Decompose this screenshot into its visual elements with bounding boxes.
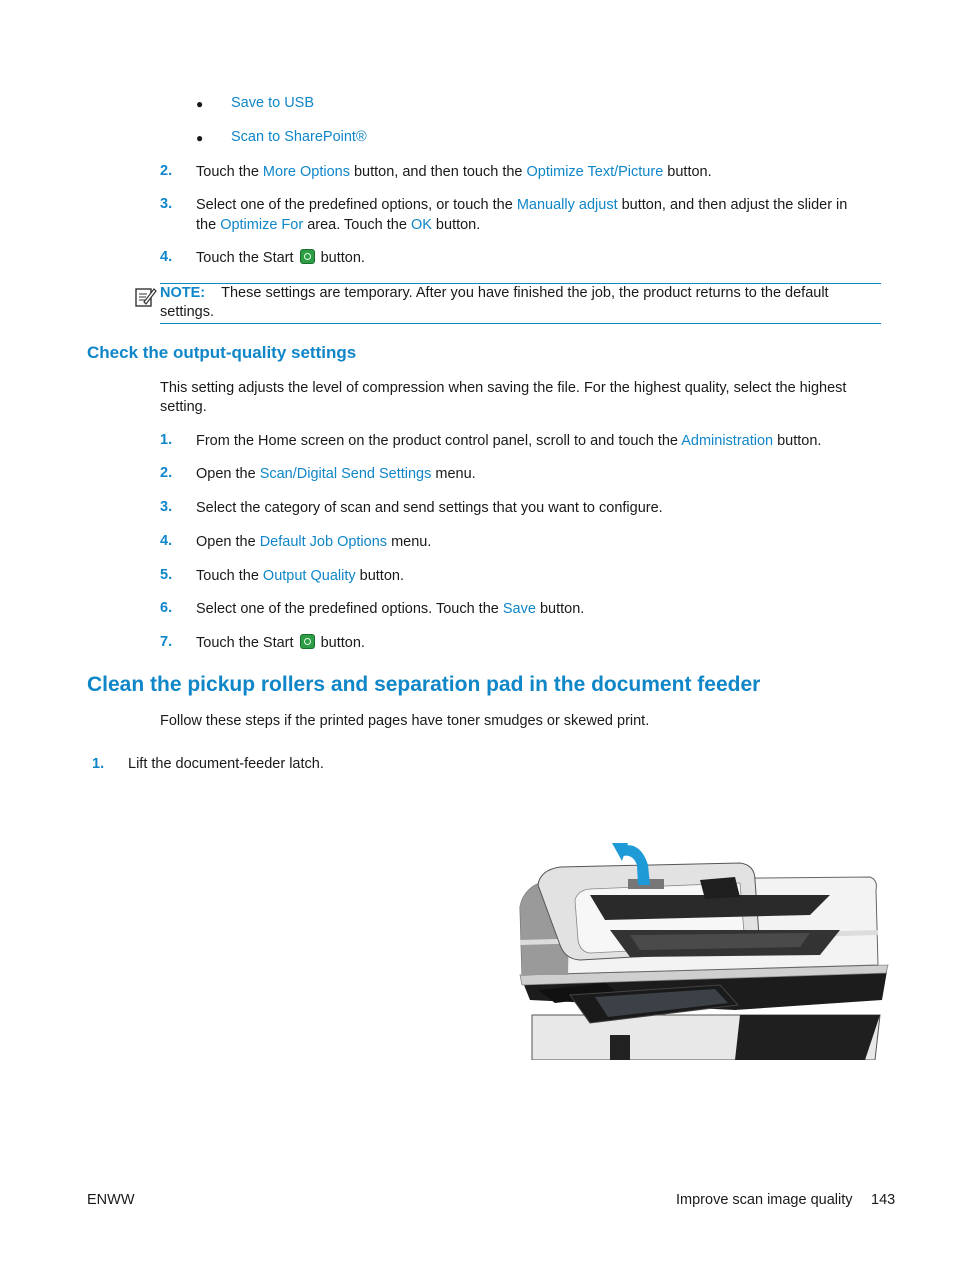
more-options-link[interactable]: More Options (262, 164, 350, 180)
step-text-segment: Touch the Start (196, 635, 298, 651)
step-text-segment: Select one of the predefined options, or touch the (196, 197, 517, 213)
scan-digital-send-settings-link[interactable]: Scan/Digital Send Settings (259, 466, 432, 482)
step-text (196, 498, 663, 518)
section-intro (160, 379, 880, 417)
step-text (196, 532, 431, 552)
optimize-for-link[interactable]: Optimize For (220, 217, 304, 233)
note-label: NOTE: (160, 285, 206, 301)
step-text-segment: button, and then adjust the slider in (617, 197, 848, 213)
step-text-segment: From the Home screen on the product control panel, scroll to and touch the (196, 433, 682, 449)
administration-link[interactable]: Administration (681, 433, 774, 449)
step-text-segment: Select one of the predefined options. Touch the (196, 601, 503, 617)
step-text-segment: button. (663, 164, 712, 180)
step-text-segment: button, and then touch the (349, 164, 527, 180)
step-text: Lift the document-feeder latch. (128, 756, 324, 772)
step-text (196, 633, 365, 653)
step-text-segment: menu. (387, 534, 432, 550)
step-number: 3. (160, 196, 173, 212)
step-text-segment: Open the (196, 466, 260, 482)
step-text (196, 464, 476, 484)
step-text-segment: menu. (431, 466, 476, 482)
step-number: 2. (160, 163, 173, 179)
step-number: 1. (160, 432, 173, 448)
step-text (196, 599, 584, 619)
step-text-segment: button. (535, 601, 585, 617)
step-text (196, 195, 886, 235)
bullet-marker: ● (196, 97, 204, 111)
printer-document-feeder-illustration (510, 835, 890, 1060)
section-intro: Follow these steps if the printed pages have toner smudges or skewed print. (160, 713, 650, 729)
intro-text: This setting adjusts the level of compression when saving the file. For the highest quality, select the highest (160, 380, 847, 396)
step-text-segment: Touch the (196, 164, 263, 180)
step-text-segment: button. (773, 433, 822, 449)
save-to-usb-link[interactable]: Save to USB (231, 95, 315, 111)
step-number: 6. (160, 600, 173, 616)
step-number: 4. (160, 249, 173, 265)
output-quality-link[interactable]: Output Quality (262, 568, 356, 584)
intro-text: setting. (160, 399, 207, 415)
page-number: 143 (871, 1192, 896, 1208)
step-text-segment: area. Touch the (303, 217, 411, 233)
note-content (160, 284, 880, 322)
step-text-segment: Open the (196, 534, 260, 550)
footer-left: ENWW (87, 1192, 135, 1208)
step-text-segment: button. (316, 635, 365, 651)
section-heading-clean-rollers: Clean the pickup rollers and separation pad in the document feeder (87, 673, 761, 696)
step-number: 2. (160, 465, 173, 481)
ok-link[interactable]: OK (410, 217, 432, 233)
note-text: These settings are temporary. After you have finished the job, the product returns to the default (221, 285, 829, 301)
section-heading-output-quality: Check the output-quality settings (87, 343, 357, 362)
step-text (196, 162, 712, 182)
note-icon (134, 285, 158, 309)
default-job-options-link[interactable]: Default Job Options (259, 534, 388, 550)
step-text (196, 566, 404, 586)
step-number: 3. (160, 499, 173, 515)
step-text-segment: the (196, 217, 221, 233)
optimize-text-picture-link[interactable]: Optimize Text/Picture (526, 164, 664, 180)
step-number: 5. (160, 567, 173, 583)
manually-adjust-link[interactable]: Manually adjust (516, 197, 618, 213)
step-text (196, 431, 821, 451)
scan-to-sharepoint-link[interactable]: Scan to SharePoint® (231, 129, 367, 145)
footer-section-title: Improve scan image quality (676, 1192, 853, 1208)
step-number: 1. (92, 756, 105, 772)
step-text-segment: Select the category of scan and send settings that you want to configure. (196, 500, 663, 516)
step-number: 4. (160, 533, 173, 549)
step-number: 7. (160, 634, 173, 650)
bullet-marker: ● (196, 131, 204, 145)
save-link[interactable]: Save (502, 601, 536, 617)
step-text-segment: button. (316, 250, 365, 266)
step-text-segment: Touch the (196, 568, 263, 584)
note-text: settings. (160, 304, 214, 320)
start-button-icon (300, 634, 315, 649)
step-text-segment: button. (355, 568, 404, 584)
step-text-segment: button. (431, 217, 481, 233)
step-text-segment: Touch the Start (196, 250, 298, 266)
start-button-icon (300, 249, 315, 264)
step-text (196, 248, 365, 268)
